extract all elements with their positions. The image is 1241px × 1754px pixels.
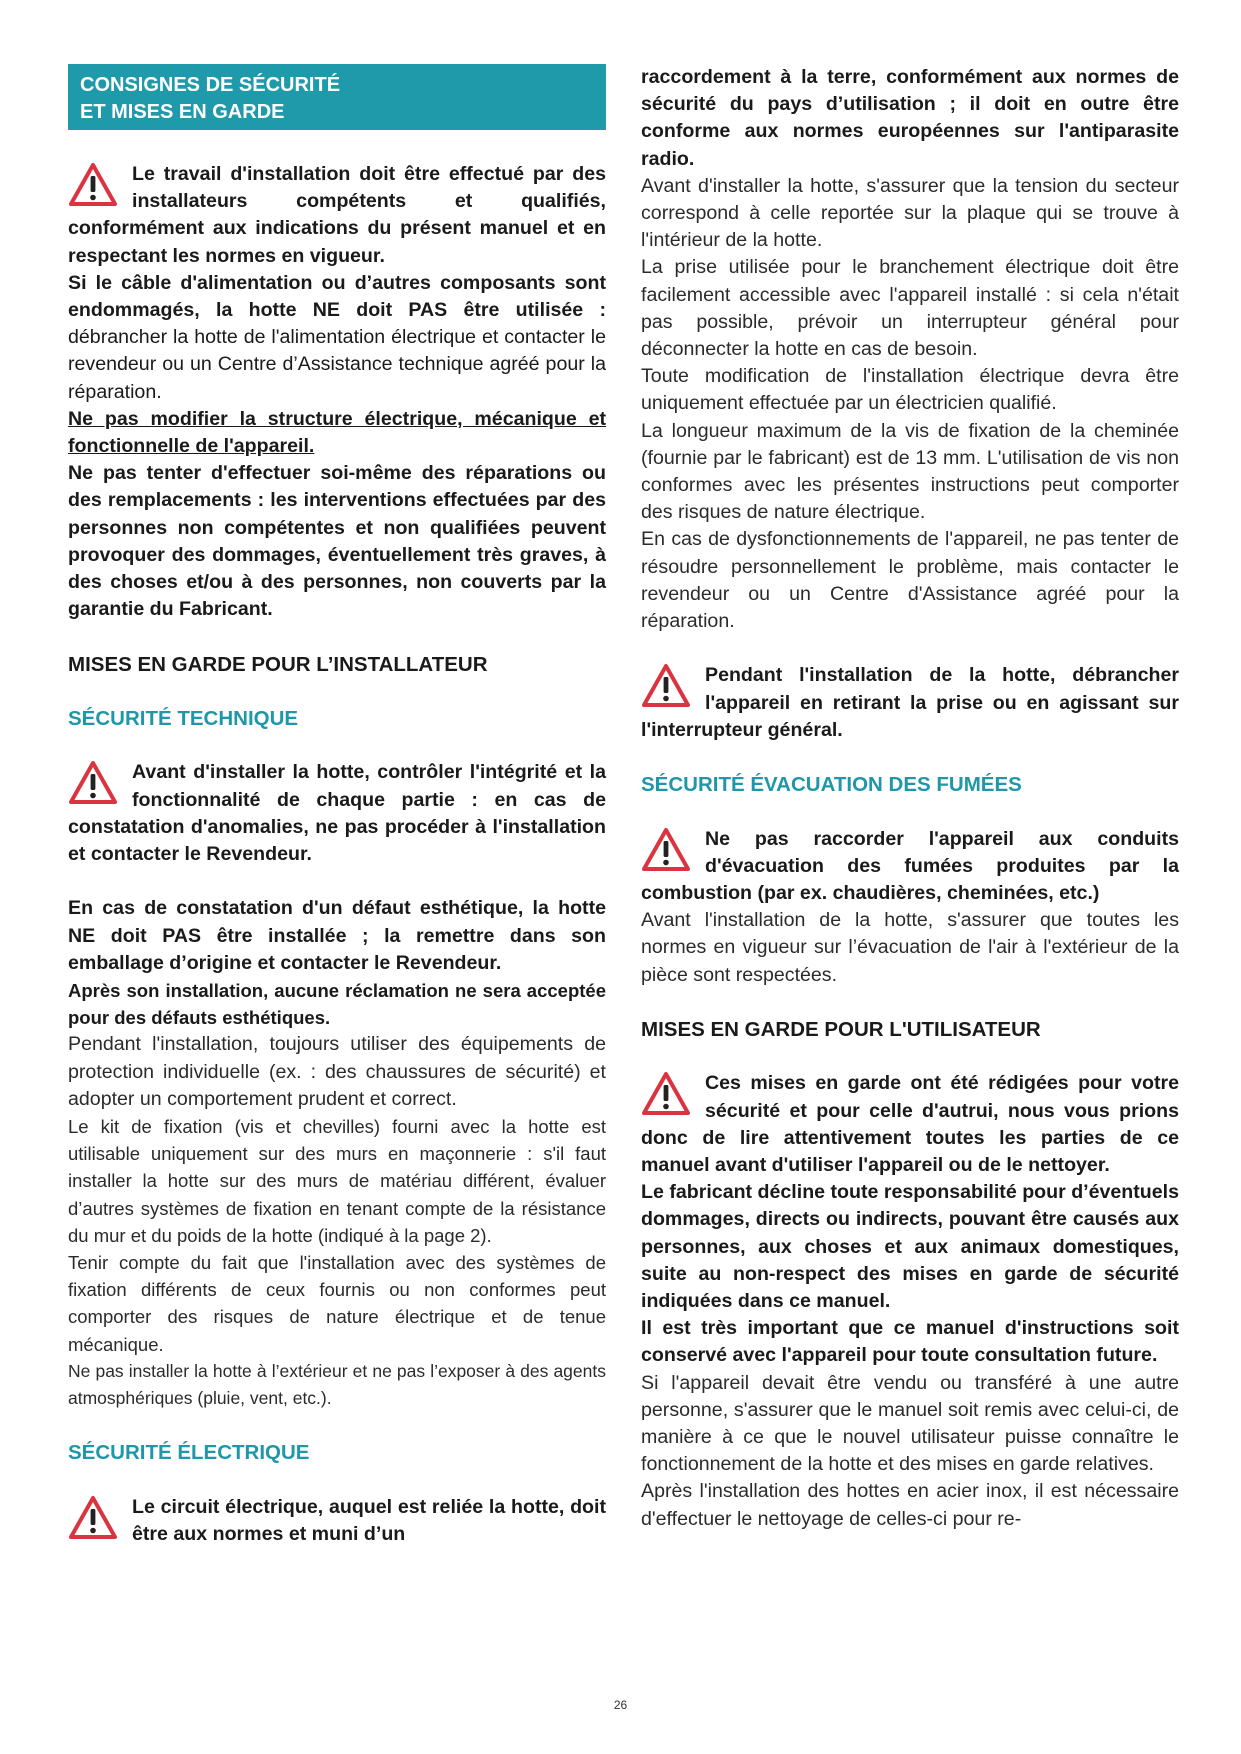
- paragraph-protective-equipment: Pendant l'installation, toujours utiliser des équipements de protection individuelle (ex. : des chaussures de sécurité) et adopter un comportement prudent et correct.: [68, 1033, 606, 1110]
- warning-triangle-icon: [68, 1495, 118, 1541]
- warning-text: Le circuit électrique, auquel est reliée la hotte, doit être aux normes et muni d’un: [132, 1495, 606, 1546]
- paragraph-voltage: Avant d'installer la hotte, s'assurer que la tension du secteur correspond à celle reportée sur la plaque qui se trouve à l'intérieur de la hotte.: [641, 174, 1179, 252]
- warning-text: Ces mises en garde ont été rédigées pour votre sécurité et pour celle d'autrui, nous vous prions donc de lire attentivement toutes les parties de ce manuel avant d'utiliser l'appareil ou de le nettoyer.: [641, 1072, 1179, 1177]
- paragraph-aesthetic-defect: En cas de constatation d'un défaut esthétique, la hotte NE doit PAS être installée ; la remettre dans son emballage d’origine et contacter le Revendeur.: [68, 897, 606, 974]
- warning-text: Ne pas raccorder l'appareil aux conduits d'évacuation des fumées produites par la combustion (par ex. chaudières, cheminées, etc.): [641, 827, 1179, 905]
- paragraph-other-fixings: Tenir compte du fait que l'installation avec des systèmes de fixation différents de ceux fournis ou non conformes peut comporter des risques de nature électrique et de tenue mécanique.: [68, 1252, 606, 1355]
- page-number: 26: [613, 1698, 628, 1712]
- warning-triangle-icon: [641, 1071, 691, 1117]
- left-column: [68, 161, 606, 1548]
- paragraph-earthing: raccordement à la terre, conformément aux normes de sécurité du pays d’utilisation ; il doit en outre être conforme aux normes européennes sur l'antiparasite radio.: [641, 66, 1179, 170]
- paragraph-no-claims: Après son installation, aucune réclamation ne sera acceptée pour des défauts esthétiques.: [68, 980, 606, 1029]
- damaged-cable-bold: Si le câble d'alimentation ou d’autres composants sont endommagés, la hotte NE doit PAS être utilisée :: [68, 271, 606, 322]
- paragraph-damaged-cable: [68, 270, 606, 406]
- warning-installer-competence: [68, 161, 606, 270]
- warning-triangle-icon: [68, 162, 118, 208]
- right-column: [641, 64, 1179, 1533]
- paragraph-liability: Le fabricant décline toute responsabilité pour d’éventuels dommages, directs ou indirects, pouvant être causés aux personnes, aux choses et aux animaux domestiques, suite au non-respect des mises en garde de sécurité indiquées dans ce manuel.: [641, 1181, 1179, 1313]
- warning-text: Pendant l'installation de la hotte, débrancher l'appareil en retirant la prise ou en agissant sur l'interrupteur général.: [641, 664, 1179, 741]
- heading-user-warnings: MISES EN GARDE POUR L'UTILISATEUR: [641, 1018, 1041, 1042]
- damaged-cable-rest: débrancher la hotte de l'alimentation électrique et contacter le revendeur ou un Centre d’Assistance technique agréé pour la réparation.: [68, 326, 606, 403]
- paragraph-socket: La prise utilisée pour le branchement électrique doit être facilement accessible avec l'appareil installé : si cela n'était pas possible, prévoir un interrupteur général pour déconnecter la hotte en cas de besoin.: [641, 256, 1179, 361]
- warning-fume-ducts: [641, 826, 1179, 908]
- paragraph-no-modify: Ne pas modifier la structure électrique, mécanique et fonctionnelle de l'appareil.: [68, 407, 606, 458]
- warning-unplug: [641, 662, 1179, 744]
- warning-read-manual: [641, 1070, 1179, 1179]
- paragraph-stainless-cleaning: Après l'installation des hottes en acier inox, il est nécessaire d'effectuer le nettoyage de celles-ci pour re-: [641, 1480, 1179, 1530]
- paragraph-no-repairs: Ne pas tenter d'effectuer soi-même des réparations ou des remplacements : les interventions effectuées par des personnes non compétentes et non qualifiées peuvent provoquer des dommages, éventuellement très graves, à des choses et/ou à des personnes, non couverts par la garantie du Fabricant.: [68, 462, 606, 621]
- section-banner: [68, 64, 606, 130]
- warning-electrical-circuit: [68, 1494, 606, 1548]
- heading-technical-safety: SÉCURITÉ TECHNIQUE: [68, 707, 299, 731]
- paragraph-malfunction: En cas de dysfonctionnements de l'appareil, ne pas tenter de résoudre personnellement le problème, mais contacter le revendeur ou un Centre d'Assistance agréé pour la réparation.: [641, 528, 1179, 633]
- warning-check-integrity: [68, 759, 606, 868]
- warning-triangle-icon: [641, 827, 691, 873]
- heading-installer-warnings: MISES EN GARDE POUR L’INSTALLATEUR: [68, 652, 488, 676]
- paragraph-air-norms: Avant l'installation de la hotte, s'assurer que toutes les normes en vigueur sur l’évacuation de l'air à l'extérieur de la pièce sont respectées.: [641, 909, 1179, 986]
- paragraph-outdoor: Ne pas installer la hotte à l’extérieur et ne pas l’exposer à des agents atmosphériques (pluie, vent, etc.).: [68, 1360, 606, 1409]
- banner-line-2: ET MISES EN GARDE: [80, 101, 285, 123]
- paragraph-electrician: Toute modification de l'installation électrique devra être uniquement effectuée par un électricien qualifié.: [641, 365, 1179, 415]
- heading-electrical-safety: SÉCURITÉ ÉLECTRIQUE: [68, 1441, 310, 1465]
- warning-triangle-icon: [641, 663, 691, 709]
- warning-text: Avant d'installer la hotte, contrôler l'intégrité et la fonctionnalité de chaque partie : en cas de constatation d'anomalies, ne pas procéder à l'installation et contacter le Revendeur.: [68, 761, 606, 866]
- heading-fume-safety: SÉCURITÉ ÉVACUATION DES FUMÉES: [641, 773, 1022, 797]
- warning-triangle-icon: [68, 760, 118, 806]
- paragraph-fixing-kit: Le kit de fixation (vis et chevilles) fourni avec la hotte est utilisable uniquement sur des murs en maçonnerie : s'il faut installer la hotte sur des murs de matériau différent, évaluer d’autres systèmes de fixation en tenant compte de la résistance du mur et du poids de la hotte (indiqué à la page 2).: [68, 1116, 606, 1246]
- banner-line-1: CONSIGNES DE SÉCURITÉ: [80, 74, 341, 96]
- paragraph-keep-manual: Il est très important que ce manuel d'instructions soit conservé avec l'appareil pour toute consultation future.: [641, 1317, 1179, 1367]
- paragraph-transfer: Si l'appareil devait être vendu ou transféré à une autre personne, s'assurer que le manuel soit remis avec celui-ci, de manière à ce que le nouvel utilisateur puisse connaître le fonctionnement de la hotte et des mises en garde relatives.: [641, 1371, 1179, 1476]
- warning-text: Le travail d'installation doit être effectué par des installateurs compétents et qualifiés, conformément aux indications du présent manuel et en respectant les normes en vigueur.: [68, 163, 606, 267]
- paragraph-screw-length: La longueur maximum de la vis de fixation de la cheminée (fournie par le fabricant) est de 13 mm. L'utilisation de vis non conformes avec les présentes instructions peut comporter des risques de nature électrique.: [641, 419, 1179, 524]
